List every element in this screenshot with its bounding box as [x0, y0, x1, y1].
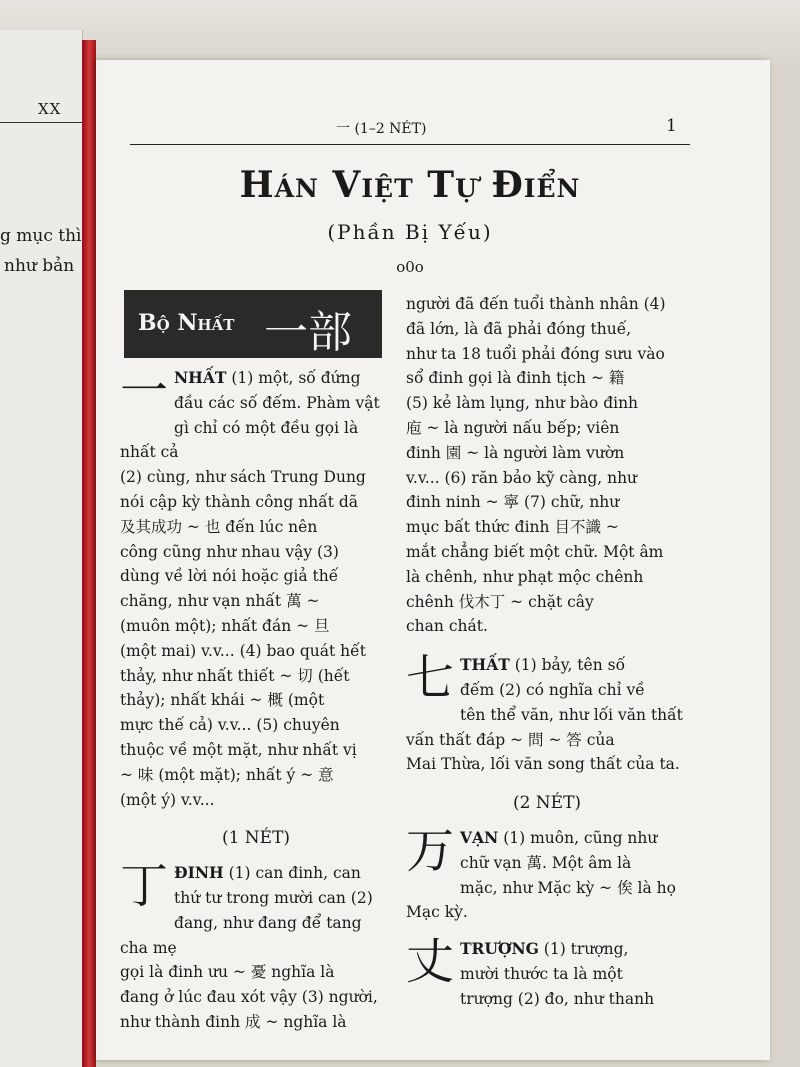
entry-character: 万	[406, 822, 455, 879]
entry-line: đang ở lúc đau xót vậy (3) người,	[120, 988, 378, 1007]
entry-line: người đã đến tuổi thành nhân (4)	[406, 295, 666, 313]
entry-line: tên thể văn, như lối văn thất	[460, 705, 683, 724]
entry-character: 一	[120, 363, 169, 419]
entry-line: trượng (2) đo, như thanh	[460, 989, 655, 1008]
entry-line: đã lớn, là đã phải đóng thuế,	[406, 319, 632, 338]
entry-line: (một ý) v.v...	[120, 790, 215, 809]
left-page-edge	[0, 30, 83, 1067]
entry-line: (một mai) v.v... (4) bao quát hết	[120, 641, 366, 660]
entry-line: (1) bảy, tên số	[514, 656, 626, 675]
entry-line: nói cập kỳ thành công nhất dã	[120, 492, 359, 511]
entry-headword: ĐINH	[174, 863, 224, 883]
entry-headword: TRƯỢNG	[460, 939, 539, 959]
header-rule	[130, 144, 690, 145]
entry-line: (muôn một); nhất đán ~ 旦	[120, 616, 330, 635]
entry-line: công cũng như nhau vậy (3)	[120, 542, 339, 561]
entry-line: thuộc về một mặt, như nhất vị	[120, 740, 357, 759]
entry-line: như thành đinh 成 ~ nghĩa là	[120, 1012, 347, 1031]
entry-line: chênh 伐木丁 ~ chặt cây	[406, 592, 594, 611]
entry-line: ~ 味 (một mặt); nhất ý ~ 意	[120, 765, 334, 784]
left-page-rule	[0, 122, 82, 123]
text-column-left	[120, 363, 392, 1035]
running-head: 一 (1–2 NÉT)	[336, 121, 427, 137]
entry-line: đang, như đang để tang cha mẹ	[120, 913, 362, 957]
entry-line: v.v... (6) răn bảo kỹ càng, như	[406, 468, 638, 487]
entry-line: vấn thất đáp ~ 問 ~ 答 của	[406, 730, 615, 749]
entry-truong	[406, 934, 688, 1011]
entry-line: đầu các số đếm. Phàm vật	[174, 393, 380, 412]
entry-line: mục bất thức đinh 目不識 ~	[406, 518, 619, 537]
section-heading: (2 NÉT)	[512, 793, 582, 814]
left-page-text-line: g mục thì	[0, 226, 82, 246]
entry-line: đinh ninh ~ 寧 (7) chữ, như	[406, 493, 620, 512]
entry-headword: NHẤT	[174, 368, 227, 387]
entry-line: Mạc kỳ.	[406, 903, 468, 922]
entry-that	[406, 650, 688, 777]
entry-line: thứ tư trong mười can (2)	[174, 888, 373, 907]
entry-dinh	[120, 858, 392, 1035]
entry-character: 七	[406, 650, 455, 707]
book-spine	[82, 40, 96, 1067]
entry-line: 及其成功 ~ 也 đến lúc nên	[120, 517, 318, 536]
entry-line: sổ đinh gọi là đinh tịch ~ 籍	[406, 369, 625, 388]
entry-line: mắt chẳng biết một chữ. Một âm	[406, 542, 664, 561]
entry-line: gọi là đinh ưu ~ 憂 nghĩa là	[120, 963, 335, 982]
entry-line: (1) trượng,	[543, 940, 629, 959]
ornament: o0o	[396, 258, 424, 276]
entry-line: (5) kẻ làm lụng, như bào đinh	[406, 394, 639, 413]
entry-character: 丁	[120, 858, 169, 915]
entry-line: chan chát.	[406, 617, 488, 636]
entry-line: chữ vạn 萬. Một âm là	[460, 853, 632, 872]
page-number: 1	[666, 116, 677, 136]
entry-line: đinh 園 ~ là người làm vườn	[406, 443, 625, 462]
radical-label: Bộ Nhất	[138, 310, 235, 336]
entry-line: (1) một, số đứng	[231, 369, 361, 387]
entry-line: (2) cùng, như sách Trung Dung	[120, 468, 366, 487]
text-column-right	[406, 292, 688, 1012]
entry-line: (1) can đinh, can	[228, 864, 361, 883]
entry-line: chăng, như vạn nhất 萬 ~	[120, 592, 320, 611]
left-page-text-line: như bản	[4, 256, 75, 276]
entry-headword: THẤT	[460, 655, 510, 675]
dictionary-page	[96, 60, 770, 1060]
entry-line: mặc, như Mặc kỳ ~ 俟 là họ	[460, 878, 676, 897]
radical-han: 一部	[264, 307, 352, 358]
entry-line: Mai Thừa, lối văn song thất của ta.	[406, 755, 680, 774]
entry-line: gì chỉ có một đều gọi là nhất cả	[120, 418, 359, 462]
entry-character: 丈	[406, 934, 455, 991]
entry-line: dùng về lời nói hoặc giả thế	[120, 567, 339, 586]
entry-nhat	[120, 363, 392, 812]
entry-line: đếm (2) có nghĩa chỉ về	[460, 680, 645, 699]
entry-van	[406, 822, 688, 925]
left-page-header: XX	[38, 100, 62, 118]
entry-headword: VẠN	[460, 827, 499, 847]
section-heading: (1 NÉT)	[221, 828, 291, 849]
entry-line: (1) muôn, cũng như	[503, 828, 658, 847]
entry-line: như ta 18 tuổi phải đóng sưu vào	[406, 344, 665, 363]
entry-dinh-continued	[406, 292, 688, 639]
entry-line: thảy); nhất khái ~ 概 (một	[120, 691, 325, 710]
entry-line: thảy, như nhất thiết ~ 切 (hết	[120, 666, 350, 685]
entry-line: 庖 ~ là người nấu bếp; viên	[406, 418, 620, 437]
page-title: Hán Việt Tự Điển	[239, 164, 581, 206]
entry-line: là chênh, như phạt mộc chênh	[406, 567, 644, 586]
entry-line: mực thế cả) v.v... (5) chuyên	[120, 716, 340, 735]
entry-line: mười thước ta là một	[460, 964, 623, 983]
radical-banner	[124, 290, 382, 358]
page-subtitle: (Phần Bị Yếu)	[327, 220, 493, 244]
